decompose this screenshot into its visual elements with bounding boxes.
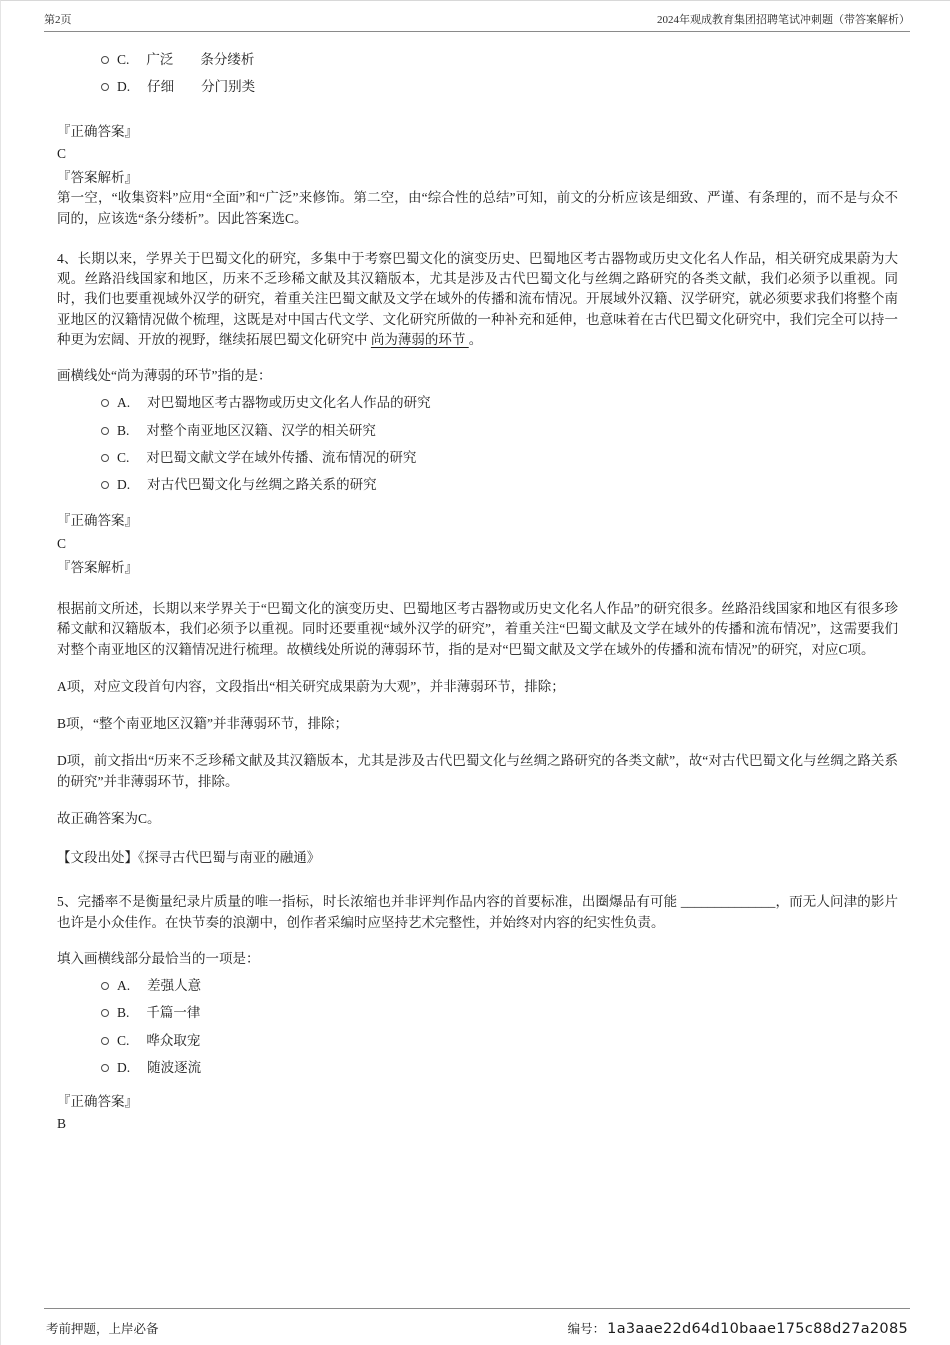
analysis-label: 『答案解析』 <box>57 170 138 185</box>
option-letter: A. <box>117 978 131 993</box>
question-3-options <box>101 50 898 98</box>
correct-answer-value: B <box>57 1116 67 1132</box>
correct-answer-value: C <box>57 535 67 551</box>
option-letter: C. <box>117 52 130 67</box>
question-4-analysis-option-d: D项，前文指出“历来不乏珍稀文献及其汉籍版本，尤其是涉及古代巴蜀文化与丝绸之路研究的各类文献”，故“对古代巴蜀文化与丝绸之路关系的研究”并非薄弱环节，排除。 <box>57 753 898 789</box>
correct-answer-value: C <box>57 145 67 161</box>
option-text: 随波逐流 <box>147 1059 202 1075</box>
question-4-prompt: 画横线处“尚为薄弱的环节”指的是： <box>57 368 272 383</box>
page-header <box>44 11 910 27</box>
page-content <box>57 43 898 1135</box>
correct-answer-label: 『正确答案』 <box>57 123 138 139</box>
option-letter: B. <box>117 1005 130 1021</box>
radio-icon[interactable] <box>101 454 109 462</box>
option-row-a[interactable] <box>101 976 898 996</box>
question-4-analysis-paragraph: 根据前文所述，长期以来学界关于“巴蜀文化的演变历史、巴蜀地区考古器物或历史文化名人作品”的研究很多。丝路沿线国家和地区有很多珍稀文献和汉籍版本，我们必须予以重视。同时还要重视“域外汉学的研究”，着重关注“巴蜀文献及文学在域外的传播和流布情况”，这需要我们对整个南亚地区的汉籍情况进行梳理。故横线处所说的薄弱环节，指的是对“巴蜀文献及文学在域外的传播和流布情况”的研究，对应C项。 <box>57 601 898 657</box>
footer-divider <box>44 1308 910 1309</box>
question-4-answer-block <box>57 511 898 578</box>
option-text: 广泛 条分缕析 <box>146 52 255 67</box>
question-4-analysis-option-a: A项，对应文段首句内容，文段指出“相关研究成果蔚为大观”，并非薄弱环节，排除； <box>57 678 565 694</box>
radio-icon[interactable] <box>101 1037 109 1045</box>
question-3-answer-block <box>57 122 898 229</box>
radio-icon[interactable] <box>101 427 109 435</box>
option-row-a[interactable] <box>101 393 898 413</box>
serial-code: 1a3aae22d64d10baae175c88d27a2085 <box>607 1321 908 1337</box>
radio-icon[interactable] <box>101 1009 109 1017</box>
radio-icon[interactable] <box>101 1064 109 1072</box>
serial-label: 编号： <box>567 1322 606 1336</box>
option-letter: D. <box>117 477 131 492</box>
question-4-analysis-option-b: B项，“整个南亚地区汉籍”并非薄弱环节，排除； <box>57 716 348 731</box>
option-row-c[interactable] <box>101 50 898 70</box>
option-text: 对古代巴蜀文化与丝绸之路关系的研究 <box>147 477 377 492</box>
option-text: 对整个南亚地区汉籍、汉学的相关研究 <box>146 422 376 438</box>
option-text: 对巴蜀文献文学在域外传播、流布情况的研究 <box>146 449 417 465</box>
stem-text-before: 4、长期以来，学界关于巴蜀文化的研究，多集中于考察巴蜀文化的演变历史、巴蜀地区考古器物或历史文化名人作品，相关研究成果蔚为大观。丝路沿线国家和地区，历来不乏珍稀文献及其汉籍版本，尤其是涉及古代巴蜀文化与丝绸之路研究的各类文献，我们必须予以重视。同时，我们也要重视域外汉学的研究，着重关注巴蜀文献及文学在域外的传播和流布情况。开展域外汉籍、汉学研究，就必须要求我们将整个南亚地区的汉籍情况做个梳理，这既是对中国古代文学、文化研究所做的一种补充和延伸，也意味着在古代巴蜀文化研究中，我们完全可以持一种更为宏阔、开放的视野，继续拓展巴蜀文化研究中 <box>57 250 898 347</box>
option-letter: C. <box>117 1032 130 1048</box>
stem-text-after: 。 <box>468 331 483 347</box>
option-row-d[interactable] <box>101 475 898 495</box>
correct-answer-label: 『正确答案』 <box>57 513 138 529</box>
document-title: 2024年观成教育集团招聘笔试冲刺题（带答案解析） <box>657 14 910 26</box>
option-letter: D. <box>117 79 131 95</box>
question-5-options <box>101 976 898 1078</box>
option-text: 对巴蜀地区考古器物或历史文化名人作品的研究 <box>147 395 431 411</box>
footer-serial <box>568 1319 908 1337</box>
page-number-label: 第2页 <box>44 14 72 26</box>
option-row-b[interactable] <box>101 421 898 441</box>
option-text: 哗众取宠 <box>146 1032 201 1048</box>
option-row-b[interactable] <box>101 1003 898 1023</box>
option-letter: A. <box>117 395 131 411</box>
radio-icon[interactable] <box>101 481 109 489</box>
question-3-analysis: 第一空，“收集资料”应用“全面”和“广泛”来修饰。第二空，由“综合性的总结”可知，前文的分析应该是细致、严谨、有条理的，而不是与众不同的，应该选“条分缕析”。因此答案选C。 <box>57 190 898 226</box>
option-row-d[interactable] <box>101 1058 898 1078</box>
question-4-options <box>101 393 898 495</box>
question-5-answer-block <box>57 1092 898 1135</box>
radio-icon[interactable] <box>101 982 109 990</box>
radio-icon[interactable] <box>101 56 109 64</box>
option-letter: B. <box>117 422 130 438</box>
header-divider <box>44 31 910 32</box>
question-4-source: 【文段出处】《探寻古代巴蜀与南亚的融通》 <box>57 850 321 865</box>
option-row-c[interactable] <box>101 1031 898 1051</box>
footer-slogan: 考前押题，上岸必备 <box>46 1322 159 1336</box>
option-text: 仔细 分门别类 <box>147 79 256 95</box>
analysis-label: 『答案解析』 <box>57 559 138 575</box>
page-footer <box>46 1319 908 1337</box>
correct-answer-label: 『正确答案』 <box>57 1094 138 1109</box>
question-5-stem: 5、完播率不是衡量纪录片质量的唯一指标，时长浓缩也并非评判作品内容的首要标准，出圈爆品有可能 ______________，而无人问津的影片也许是小众佳作。在快节奏的浪潮中，创作者采编时应坚持艺术完整性，并始终对内容的纪实性负责。 <box>57 894 898 930</box>
option-text: 千篇一律 <box>146 1005 201 1021</box>
question-4-conclusion: 故正确答案为C。 <box>57 810 161 826</box>
stem-underlined-phrase: 尚为薄弱的环节 <box>370 331 469 347</box>
question-5-prompt: 填入画横线部分最恰当的一项是： <box>57 950 260 966</box>
radio-icon[interactable] <box>101 83 109 91</box>
option-row-c[interactable] <box>101 448 898 468</box>
option-text: 差强人意 <box>147 978 202 993</box>
option-letter: C. <box>117 449 130 465</box>
option-letter: D. <box>117 1059 131 1075</box>
option-row-d[interactable] <box>101 77 898 97</box>
question-4-stem <box>57 249 898 350</box>
radio-icon[interactable] <box>101 399 109 407</box>
